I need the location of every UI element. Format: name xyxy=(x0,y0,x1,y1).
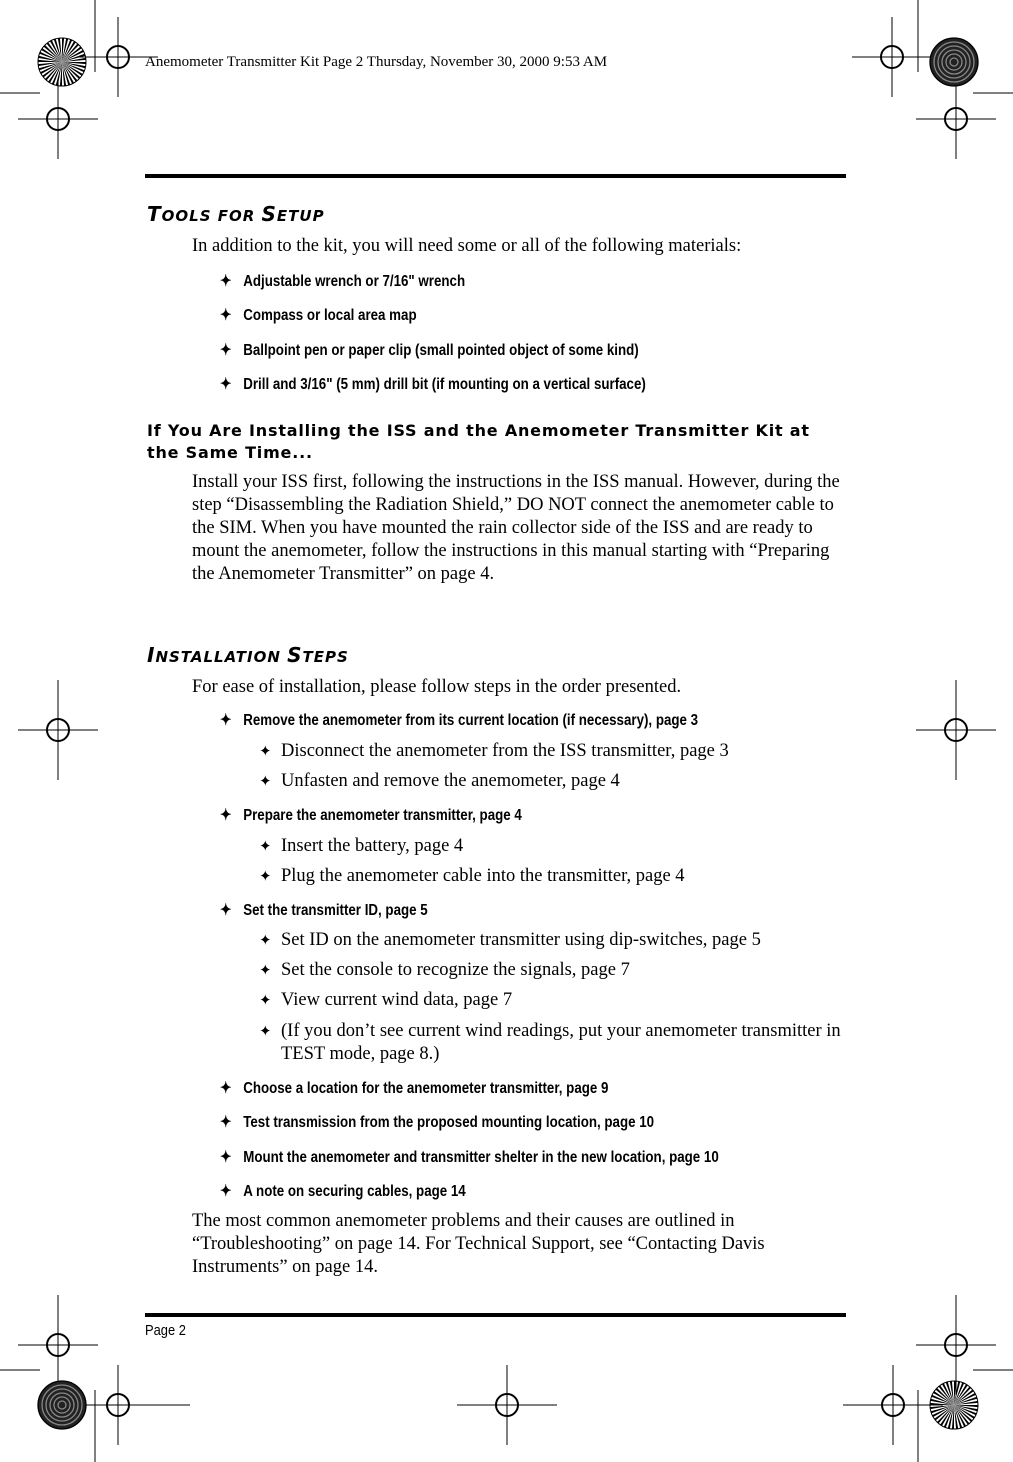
sub-step-item: ✦ Unfasten and remove the anemometer, page 4 xyxy=(259,771,620,791)
bullet-icon: ✦ xyxy=(220,1114,232,1131)
bullet-icon: ✦ xyxy=(259,1022,272,1040)
registration-target-icon xyxy=(18,79,98,159)
closing-paragraph: The most common anemometer problems and their causes are outlined in “Troubleshooting” on page 14. For Technical Support, see “Contacting Davis Instruments” on page 14. xyxy=(192,1211,765,1277)
step-item: ✦ Remove the anemometer from its current location (if necessary), page 3 xyxy=(220,712,699,729)
bullet-icon: ✦ xyxy=(220,342,232,359)
bullet-icon: ✦ xyxy=(220,1183,232,1200)
sub-step-item: ✦ Disconnect the anemometer from the ISS transmitter, page 3 xyxy=(259,741,729,761)
starburst-target-icon xyxy=(37,37,87,87)
section-heading-installation: INSTALLATION STEPS xyxy=(147,643,349,667)
step-item: ✦ Set the transmitter ID, page 5 xyxy=(220,902,428,919)
bullet-icon: ✦ xyxy=(259,991,272,1009)
list-item: ✦ Ballpoint pen or paper clip (small pointed object of some kind) xyxy=(220,342,639,359)
bullet-icon: ✦ xyxy=(220,1149,232,1166)
step-item: ✦ Test transmission from the proposed mounting location, page 10 xyxy=(220,1114,655,1131)
sub-step-item: ✦ View current wind data, page 7 xyxy=(259,990,513,1010)
registration-target-icon xyxy=(843,1365,943,1445)
list-item: ✦ Drill and 3/16" (5 mm) drill bit (if mounting on a vertical surface) xyxy=(220,376,646,393)
sub-step-item: ✦ Set the console to recognize the signals, page 7 xyxy=(259,960,630,980)
registration-target-icon xyxy=(916,79,996,159)
list-item: ✦ Compass or local area map xyxy=(220,307,417,324)
sub-step-item: ✦ (If you don’t see current wind readings, put your anemometer transmitter in TEST mode, page 8.) xyxy=(259,1021,841,1064)
starburst-target-icon xyxy=(929,1380,979,1430)
top-rule xyxy=(145,174,846,178)
bullet-icon: ✦ xyxy=(259,772,272,790)
step-item: ✦ Mount the anemometer and transmitter shelter in the new location, page 10 xyxy=(220,1149,719,1166)
bullet-icon: ✦ xyxy=(220,902,232,919)
subsection-heading-iss: If You Are Installing the ISS and the Anemometer Transmitter Kit at the Same Time... xyxy=(147,421,810,462)
section-heading-tools: TOOLS FOR SETUP xyxy=(147,202,325,226)
iss-body: Install your ISS first, following the instructions in the ISS manual. However, during the step “Disassembling the Radiation Shield,” DO NOT connect the anemometer cable to the SIM. When you have mounted the rain collector side of the ISS and are ready to mount the anemometer, follow the instructions in this manual starting with “Preparing the Anemometer Transmitter” on page 4. xyxy=(192,472,840,584)
bullet-icon: ✦ xyxy=(220,1080,232,1097)
sub-step-item: ✦ Set ID on the anemometer transmitter using dip-switches, page 5 xyxy=(259,930,761,950)
bullet-icon: ✦ xyxy=(220,807,232,824)
bullet-icon: ✦ xyxy=(220,376,232,393)
page-number: Page 2 xyxy=(145,1322,186,1339)
bullet-icon: ✦ xyxy=(259,742,272,760)
bullet-icon: ✦ xyxy=(259,867,272,885)
bullet-icon: ✦ xyxy=(259,931,272,949)
bottom-rule xyxy=(145,1313,846,1317)
moire-target-icon xyxy=(929,37,979,87)
registration-target-icon xyxy=(916,680,996,780)
bullet-icon: ✦ xyxy=(220,307,232,324)
tools-intro: In addition to the kit, you will need some or all of the following materials: xyxy=(192,236,742,256)
step-item: ✦ Choose a location for the anemometer transmitter, page 9 xyxy=(220,1080,609,1097)
print-slug: Anemometer Transmitter Kit Page 2 Thursday, November 30, 2000 9:53 AM xyxy=(145,54,608,70)
registration-target-icon xyxy=(18,680,98,780)
sub-step-item: ✦ Insert the battery, page 4 xyxy=(259,836,464,856)
bullet-icon: ✦ xyxy=(259,961,272,979)
registration-target-icon xyxy=(457,1365,557,1445)
bullet-icon: ✦ xyxy=(259,837,272,855)
moire-target-icon xyxy=(37,1380,87,1430)
bullet-icon: ✦ xyxy=(220,712,232,729)
list-item: ✦ Adjustable wrench or 7/16" wrench xyxy=(220,273,466,290)
sub-step-item: ✦ Plug the anemometer cable into the transmitter, page 4 xyxy=(259,866,685,886)
installation-intro: For ease of installation, please follow steps in the order presented. xyxy=(192,677,682,697)
step-item: ✦ Prepare the anemometer transmitter, page 4 xyxy=(220,807,522,824)
step-item: ✦ A note on securing cables, page 14 xyxy=(220,1183,466,1200)
bullet-icon: ✦ xyxy=(220,273,232,290)
